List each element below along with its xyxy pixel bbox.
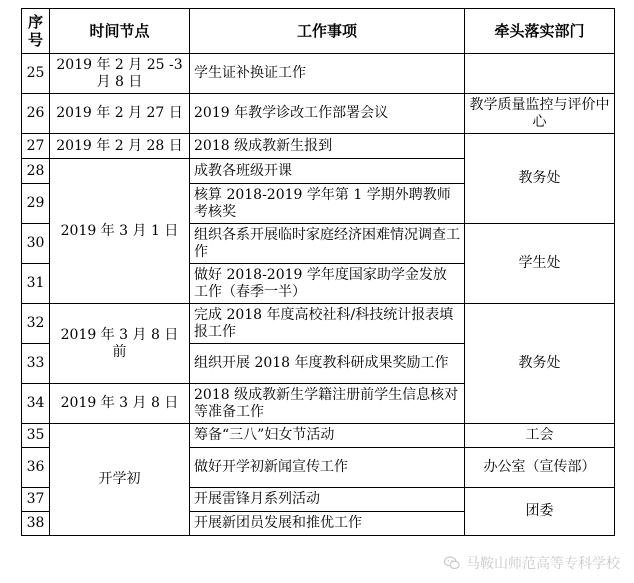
header-dept: 牵头落实部门 [465, 9, 615, 54]
row-number: 26 [22, 94, 50, 134]
row-task: 完成 2018 年度高校社科/科技统计报表填报工作 [190, 304, 465, 344]
table-row [22, 304, 615, 344]
row-number: 33 [22, 344, 50, 384]
row-task: 做好 2018-2019 学年度国家助学金发放工作（春季一半） [190, 264, 465, 304]
row-dept: 学生处 [465, 224, 615, 304]
row-task: 做好开学初新闻宣传工作 [190, 448, 465, 488]
row-number: 38 [22, 512, 50, 536]
header-num: 序号 [22, 9, 50, 54]
row-number: 35 [22, 424, 50, 448]
row-task: 2018 级成教新生报到 [190, 134, 465, 159]
row-task: 学生证补换证工作 [190, 54, 465, 94]
header-date: 时间节点 [50, 9, 190, 54]
row-task: 开展新团员发展和推优工作 [190, 512, 465, 536]
row-task: 2018 级成教新生学籍注册前学生信息核对等准备工作 [190, 384, 465, 424]
row-date: 开学初 [50, 424, 190, 536]
row-number: 36 [22, 448, 50, 488]
table-header-row [22, 9, 615, 54]
row-task: 组织开展 2018 年度教科研成果奖励工作 [190, 344, 465, 384]
row-number: 31 [22, 264, 50, 304]
row-date: 2019 年 2 月 28 日 [50, 134, 190, 159]
row-task: 组织各系开展临时家庭经济困难情况调查工作 [190, 224, 465, 264]
row-dept: 工会 [465, 424, 615, 448]
row-number: 34 [22, 384, 50, 424]
table-row [22, 134, 615, 159]
row-task: 核算 2018-2019 学年第 1 学期外聘教师考核奖 [190, 184, 465, 224]
row-number: 27 [22, 134, 50, 159]
row-task: 筹备“三八”妇女节活动 [190, 424, 465, 448]
row-date: 2019 年 2 月 27 日 [50, 94, 190, 134]
row-dept: 团委 [465, 488, 615, 536]
watermark-text: 马鞍山师范高等专科学校 [466, 556, 620, 572]
row-number: 29 [22, 184, 50, 224]
wechat-icon [443, 554, 461, 572]
row-task: 成教各班级开课 [190, 159, 465, 184]
row-dept [465, 54, 615, 94]
row-dept: 教务处 [465, 134, 615, 224]
row-date: 2019 年 3 月 8 日前 [50, 304, 190, 384]
row-number: 37 [22, 488, 50, 512]
row-dept: 教务处 [465, 304, 615, 424]
header-task: 工作事项 [190, 9, 465, 54]
row-date: 2019 年 3 月 1 日 [50, 159, 190, 304]
row-dept: 办公室（宣传部） [465, 448, 615, 488]
row-task: 开展雷锋月系列活动 [190, 488, 465, 512]
row-dept: 教学质量监控与评价中心 [465, 94, 615, 134]
row-number: 30 [22, 224, 50, 264]
row-number: 32 [22, 304, 50, 344]
row-date: 2019 年 3 月 8 日 [50, 384, 190, 424]
work-schedule-table [21, 8, 615, 536]
row-number: 28 [22, 159, 50, 184]
table-row [22, 424, 615, 448]
table-row [22, 94, 615, 134]
table-row [22, 54, 615, 94]
watermark [443, 553, 620, 573]
row-date: 2019 年 2 月 25 -3 月 8 日 [50, 54, 190, 94]
row-number: 25 [22, 54, 50, 94]
row-task: 2019 年教学诊改工作部署会议 [190, 94, 465, 134]
